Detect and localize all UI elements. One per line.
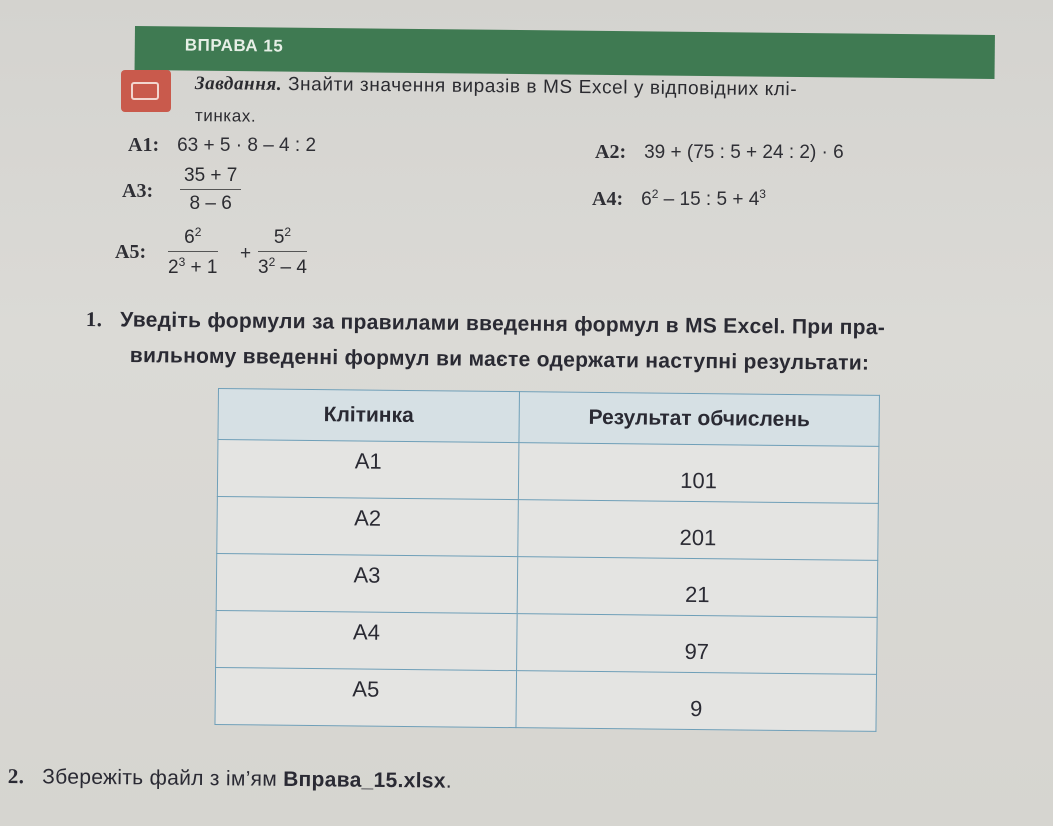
fraction-numerator: 35 + 7 (180, 165, 241, 190)
task-text: Знайти значення виразів в MS Excel у відповідних клі- (287, 73, 798, 101)
expression-label: A2: (595, 141, 627, 163)
expression-a5-label: A5: (115, 241, 147, 263)
cell-name: A5 (215, 667, 517, 727)
step-number: 2. (7, 764, 25, 789)
task-statement (195, 73, 798, 101)
cell-result: 9 (516, 671, 877, 732)
table-row (215, 667, 877, 731)
step-text: Збережіть файл з ім’ям (42, 765, 284, 791)
table-row (217, 496, 879, 560)
expression-a1 (128, 134, 316, 157)
cell-result: 21 (517, 557, 878, 618)
table-row (217, 440, 879, 504)
fraction-denominator: 8 – 6 (189, 193, 232, 214)
expression-a5-fraction-2: $\frac{5^2}{3^2 - 4}$ (258, 225, 307, 278)
table-header-row (218, 389, 879, 447)
step-2: 2. Збережіть файл з ім’ям Вправа_15.xlsx. (7, 764, 453, 793)
cell-result: 101 (518, 443, 879, 504)
expression-a2 (595, 141, 844, 164)
plus-sign: + (240, 243, 252, 264)
expression-text: 63 + 5 · 8 – 4 : 2 (177, 135, 317, 156)
expression-label: A4: (592, 188, 624, 210)
cell-result: 201 (518, 500, 879, 561)
column-header-result: Результат обчислень (519, 392, 880, 447)
step-1-continuation: вильному введенні формул ви маєте одержати наступні результати: (129, 344, 870, 375)
exercise-header (135, 26, 995, 79)
cell-name: A4 (216, 610, 518, 670)
expression-a3-fraction (180, 165, 241, 215)
column-header-cell: Клітинка (218, 389, 520, 443)
task-icon (121, 70, 171, 112)
expression-a4: A4: $6^2 - 15$ : $5 + 4^3$ (592, 187, 766, 210)
cell-name: A2 (217, 496, 519, 556)
exercise-title: ВПРАВА 15 (184, 35, 284, 56)
cell-result: 97 (517, 614, 878, 675)
table-row (216, 553, 878, 617)
task-label: Завдання. (194, 73, 283, 95)
step-1 (86, 307, 886, 340)
step-number: 1. (85, 307, 103, 332)
table-row (216, 610, 878, 674)
file-name: Вправа_15.xlsx (283, 767, 446, 793)
expression-text: 39 + (75 : 5 + 24 : 2) · 6 (644, 142, 844, 163)
task-text-continuation: тинках. (194, 106, 257, 126)
cell-name: A1 (217, 440, 519, 500)
expression-label: A1: (128, 134, 160, 156)
cell-name: A3 (216, 553, 518, 613)
expression-a3-label: A3: (122, 180, 154, 202)
expression-a5-fraction-1: $\frac{6^2}{2^3 + 1}$ (168, 225, 218, 278)
step-text: Уведіть формули за правилами введення формул в MS Excel. При пра- (120, 308, 886, 340)
results-table (214, 388, 879, 732)
